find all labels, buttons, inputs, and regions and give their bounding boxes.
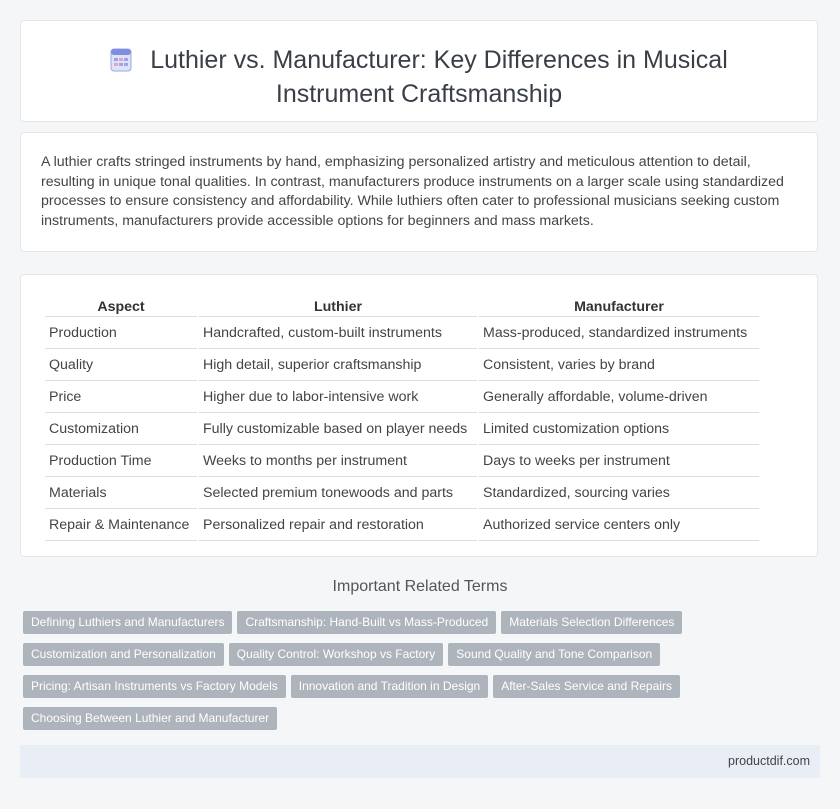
related-term-tag[interactable]: Innovation and Tradition in Design xyxy=(291,675,488,698)
related-term-tag[interactable]: Pricing: Artisan Instruments vs Factory Models xyxy=(23,675,286,698)
related-term-tag[interactable]: Materials Selection Differences xyxy=(501,611,682,634)
related-term-tag[interactable]: Customization and Personalization xyxy=(23,643,224,666)
header-aspect: Aspect xyxy=(45,295,197,317)
related-term-tag[interactable]: Defining Luthiers and Manufacturers xyxy=(23,611,232,634)
row-luthier: Handcrafted, custom-built instruments xyxy=(199,319,477,349)
table-row xyxy=(45,415,759,445)
title-card xyxy=(20,20,818,122)
footer-bar xyxy=(20,745,820,778)
related-term-tag[interactable]: Craftsmanship: Hand-Built vs Mass-Produced xyxy=(237,611,496,634)
row-luthier: Fully customizable based on player needs xyxy=(199,415,477,445)
intro-card xyxy=(20,132,818,252)
row-aspect: Quality xyxy=(45,351,197,381)
row-manufacturer: Days to weeks per instrument xyxy=(479,447,759,477)
header-manufacturer: Manufacturer xyxy=(479,295,759,317)
row-aspect: Repair & Maintenance xyxy=(45,511,197,541)
related-term-tag[interactable]: Quality Control: Workshop vs Factory xyxy=(229,643,444,666)
row-aspect: Materials xyxy=(45,479,197,509)
row-luthier: Weeks to months per instrument xyxy=(199,447,477,477)
related-terms-list xyxy=(23,611,703,739)
comparison-table xyxy=(43,293,761,543)
page-title: Luthier vs. Manufacturer: Key Differences in Musical Instrument Craftsmanship xyxy=(150,46,728,108)
row-aspect: Customization xyxy=(45,415,197,445)
row-manufacturer: Mass-produced, standardized instruments xyxy=(479,319,759,349)
footer-site-link[interactable]: productdif.com xyxy=(728,754,810,768)
row-manufacturer: Generally affordable, volume-driven xyxy=(479,383,759,413)
table-row xyxy=(45,479,759,509)
row-aspect: Price xyxy=(45,383,197,413)
comparison-card xyxy=(20,274,818,557)
row-manufacturer: Authorized service centers only xyxy=(479,511,759,541)
header-luthier: Luthier xyxy=(199,295,477,317)
table-row xyxy=(45,447,759,477)
row-manufacturer: Consistent, varies by brand xyxy=(479,351,759,381)
intro-paragraph: A luthier crafts stringed instruments by hand, emphasizing personalized artistry and meticulous attention to detail, resulting in unique tonal qualities. In contrast, manufacturers produce instruments on a larger scale using standardized processes to ensure consistency and affordability. While luthiers often cater to professional musicians seeking custom instruments, manufacturers provide accessible options for beginners and mass markets. xyxy=(41,154,784,229)
row-luthier: Selected premium tonewoods and parts xyxy=(199,479,477,509)
document-icon xyxy=(110,48,132,79)
table-header-row xyxy=(45,295,759,317)
row-luthier: Personalized repair and restoration xyxy=(199,511,477,541)
table-row xyxy=(45,319,759,349)
table-row xyxy=(45,511,759,541)
table-row xyxy=(45,351,759,381)
table-row xyxy=(45,383,759,413)
related-term-tag[interactable]: Choosing Between Luthier and Manufacturer xyxy=(23,707,277,730)
row-aspect: Production xyxy=(45,319,197,349)
related-term-tag[interactable]: Sound Quality and Tone Comparison xyxy=(448,643,660,666)
page-title-wrap xyxy=(51,45,787,109)
related-term-tag[interactable]: After-Sales Service and Repairs xyxy=(493,675,680,698)
row-manufacturer: Limited customization options xyxy=(479,415,759,445)
row-luthier: High detail, superior craftsmanship xyxy=(199,351,477,381)
row-manufacturer: Standardized, sourcing varies xyxy=(479,479,759,509)
related-terms-heading: Important Related Terms xyxy=(332,578,508,595)
row-luthier: Higher due to labor-intensive work xyxy=(199,383,477,413)
row-aspect: Production Time xyxy=(45,447,197,477)
